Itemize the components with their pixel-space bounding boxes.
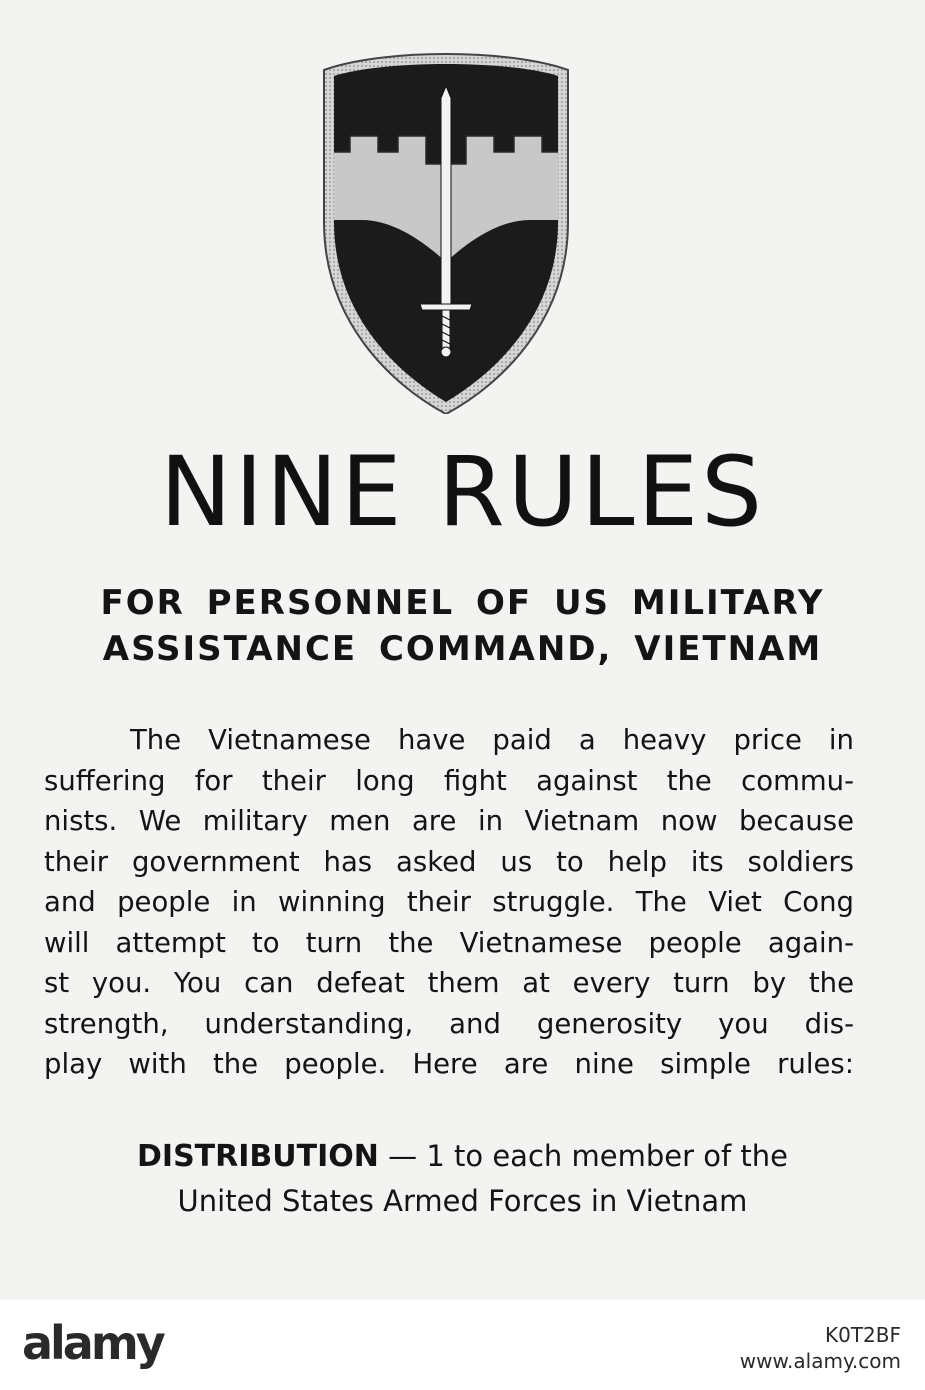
page-title: NINE RULES [159,436,766,548]
macv-shoulder-patch-icon [320,52,572,414]
subtitle-line: FOR PERSONNEL OF US MILITARY [100,583,825,623]
subtitle-line: ASSISTANCE COMMAND, VIETNAM [102,629,823,669]
image-id: K0T2BF [824,1323,901,1347]
body-line: The Vietnamese have paid a heavy price in [130,724,854,756]
body-line: and people in winning their struggle. The Viet Cong [44,886,854,918]
distribution-line [0,1134,925,1179]
body-paragraph [44,720,854,1085]
distribution-label: DISTRIBUTION [137,1139,379,1174]
watermark-brand: alamy [22,1316,163,1370]
body-line: st you. You can defeat them at every turn by the [44,967,854,999]
body-line: nists. We military men are in Vietnam now because [44,805,854,837]
distribution-line: United States Armed Forces in Vietnam [177,1184,748,1218]
subtitle [0,580,925,672]
body-line: play with the people. Here are nine simple rules: [44,1048,854,1080]
body-line: will attempt to turn the Vietnamese people again- [44,926,854,959]
watermark-url: www.alamy.com [739,1349,901,1373]
body-line: suffering for their long fight against the commu- [44,764,854,797]
body-line: strength, understanding, and generosity you dis- [44,1007,854,1040]
watermark-id [740,1322,901,1374]
distribution-text: — 1 to each member of the [388,1139,788,1173]
body-line: their government has asked us to help its soldiers [44,845,854,878]
distribution-note [0,1134,925,1224]
